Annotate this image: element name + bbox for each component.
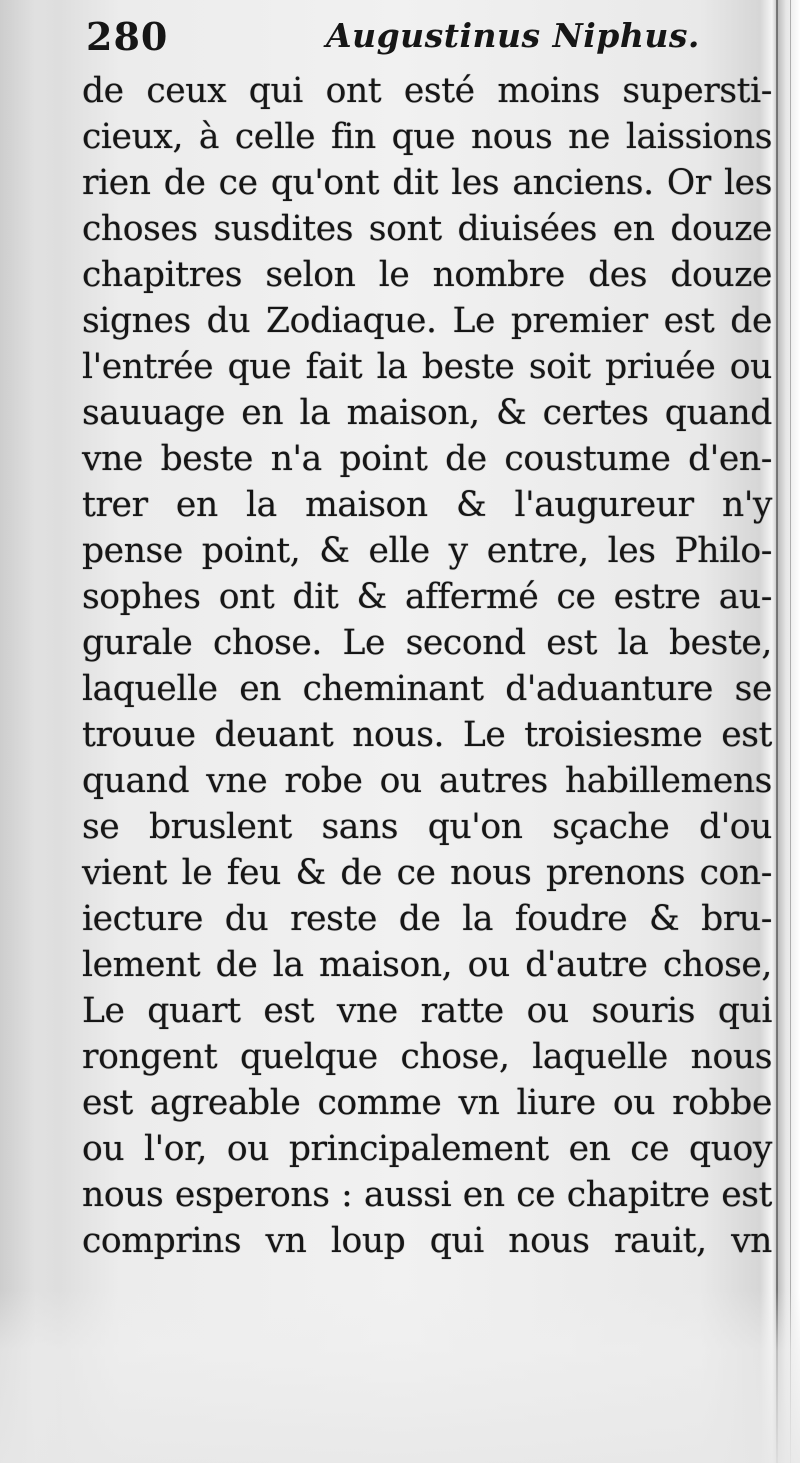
gutter-shadow [0,0,36,1463]
text-line: se bruslent sans qu'on sçache d'ou [82,807,772,847]
text-line: choses susdites sont diuisées en douze [82,209,772,249]
text-line: vient le feu & de ce nous prenons con- [82,853,772,893]
text-line: trer en la maison & l'augureur n'y [82,485,772,525]
text-line: iecture du reste de la foudre & bru- [82,899,772,939]
text-line: sophes ont dit & affermé ce estre au- [82,577,772,617]
text-line: signes du Zodiaque. Le premier est de [82,301,772,341]
text-line: lement de la maison, ou d'autre chose, [82,945,772,985]
text-line: Le quart est vne ratte ou souris qui [82,991,772,1031]
text-line: de ceux qui ont esté moins supersti- [82,71,772,111]
page-number: 280 [86,14,169,59]
text-line: trouue deuant nous. Le troisiesme est [82,715,772,755]
running-head [86,10,700,62]
text-line: est agreable comme vn liure ou robbe [82,1083,772,1123]
text-line: sauuage en la maison, & certes quand [82,393,772,433]
text-line: comprins vn loup qui nous rauit, vn [82,1221,772,1261]
text-line: cieux, à celle fin que nous ne laissions [82,117,772,157]
text-line: rien de ce qu'ont dit les anciens. Or les [82,163,772,203]
text-line: nous esperons : aussi en ce chapitre est [82,1175,772,1215]
text-line: pense point, & elle y entre, les Philo- [82,531,772,571]
text-line: gurale chose. Le second est la beste, [82,623,772,663]
text-line: ou l'or, ou principalement en ce quoy [82,1129,772,1169]
blank-lower-margin [0,1290,800,1463]
text-line: chapitres selon le nombre des douze [82,255,772,295]
text-line: vne beste n'a point de coustume d'en- [82,439,772,479]
text-line: l'entrée que fait la beste soit priuée ou [82,347,772,387]
running-title: Augustinus Niphus. [326,16,700,55]
page-edge-line-outer [790,0,791,1463]
text-body [82,68,772,1264]
text-line: laquelle en cheminant d'aduanture se [82,669,772,709]
text-line: rongent quelque chose, laquelle nous [82,1037,772,1077]
text-line: quand vne robe ou autres habillemens [82,761,772,801]
page-edge-line [776,0,778,1463]
